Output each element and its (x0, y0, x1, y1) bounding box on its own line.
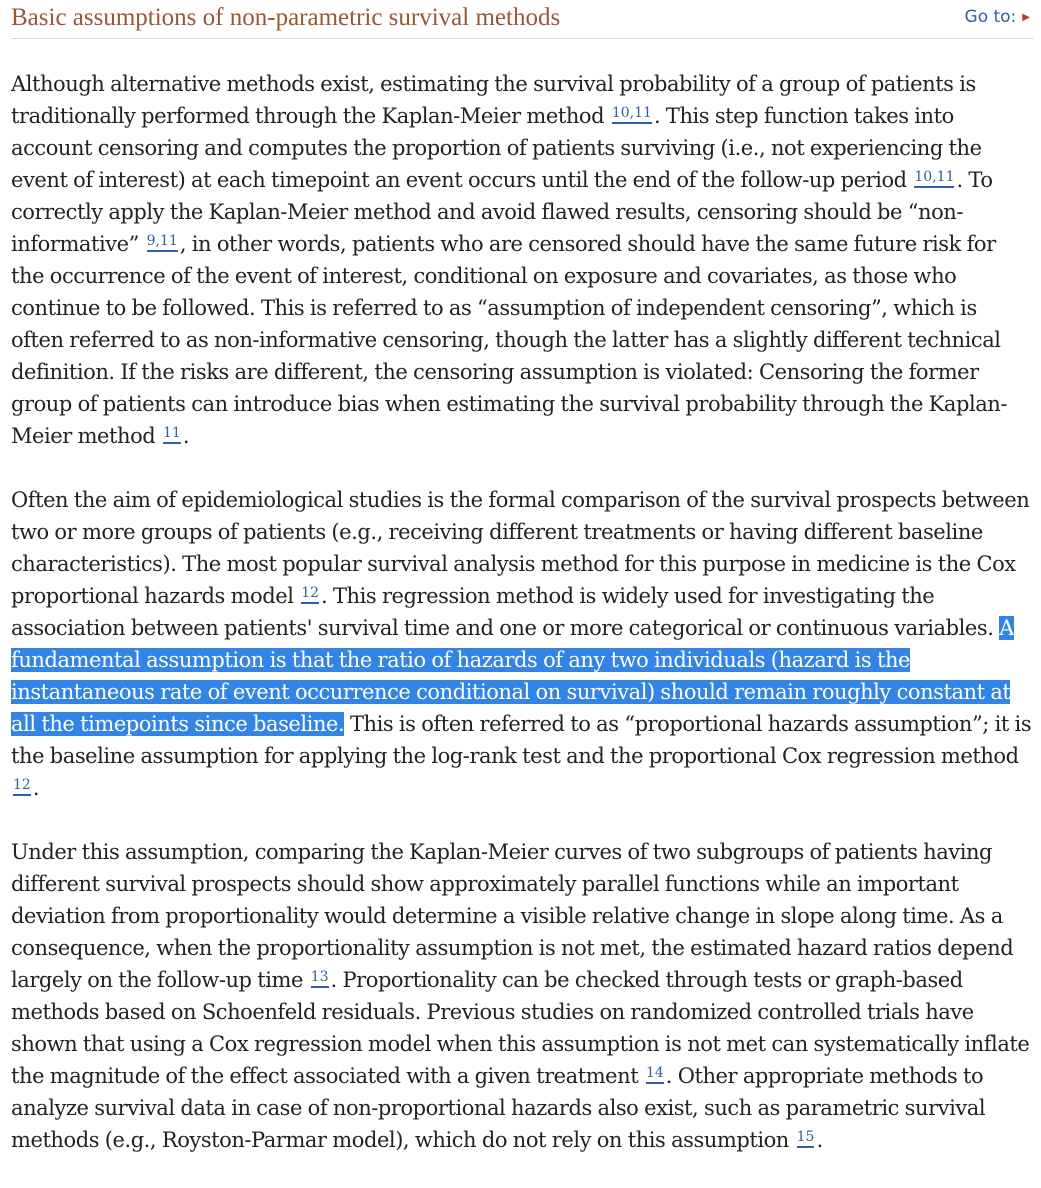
body-text: . (32, 776, 40, 800)
citation-link[interactable]: 10,11 (612, 105, 652, 124)
section-header (11, 0, 1034, 39)
body-text: This is often referred to as “proportional hazards assumption”; it is the baseline assumption for applying the log-rank test and the proportional Cox regression method (11, 712, 1032, 768)
citation-link[interactable]: 11 (163, 425, 181, 444)
citation-link[interactable]: 14 (646, 1065, 664, 1084)
paragraph (11, 68, 1034, 452)
paragraph (11, 836, 1034, 1156)
article-body (11, 68, 1034, 1188)
body-text: Often the aim of epidemiological studies is the formal comparison of the survival prospects between two or more groups of patients (e.g., receiving different treatments or having different baseline characteristics). The most popular survival analysis method for this purpose in medicine is the Cox proportional hazards model (11, 488, 1030, 608)
citation-link[interactable]: 12 (13, 777, 31, 796)
citation-link[interactable]: 12 (301, 585, 319, 604)
body-text: , in other words, patients who are censored should have the same future risk for the occurrence of the event of interest, conditional on exposure and covariates, as those who continue to be followed. This is referred to as “assumption of independent censoring”, which is often referred to as non-informative censoring, though the latter has a slightly different technical definition. If the risks are different, the censoring assumption is violated: Censoring the former group of patients can introduce bias when estimating the survival probability through the Kaplan-Meier method (11, 232, 1008, 448)
citation-link[interactable]: 13 (311, 969, 329, 988)
section-title: Basic assumptions of non-parametric survival methods (11, 4, 561, 31)
go-to-menu[interactable] (965, 6, 1030, 29)
citation-link[interactable]: 10,11 (914, 169, 954, 188)
body-text: . (816, 1128, 823, 1152)
citation-link[interactable]: 15 (797, 1129, 815, 1148)
citation-link[interactable]: 9,11 (147, 233, 178, 252)
body-text: . Other appropriate methods to analyze survival data in case of non-proportional hazards also exist, such as parametric survival methods (e.g., Royston-Parmar model), which do not rely on this assumption (11, 1064, 986, 1152)
go-to-label: Go to: (964, 7, 1017, 27)
body-text: Although alternative methods exist, estimating the survival probability of a group of patients is traditionally performed through the Kaplan-Meier method (11, 72, 976, 128)
body-text: . This regression method is widely used for investigating the association between patients' survival time and one or more categorical or continuous variables. (11, 584, 1000, 640)
body-text: . (182, 424, 190, 448)
triangle-right-icon: ▶ (1022, 12, 1030, 23)
body-text: . This step function takes into account censoring and computes the proportion of patients surviving (i.e., not experiencing the event of interest) at each timepoint an event occurs until the end of the follow-up period (11, 104, 982, 192)
paragraph (11, 484, 1034, 804)
body-text: . To correctly apply the Kaplan-Meier method and avoid flawed results, censoring should be “non-informative” (11, 168, 993, 256)
body-text: Under this assumption, comparing the Kaplan-Meier curves of two subgroups of patients having different survival prospects should show approximately parallel functions while an important deviation from proportionality would determine a visible relative change in slope along time. As a consequence, when the proportionality assumption is not met, the estimated hazard ratios depend largely on the follow-up time (11, 840, 1014, 992)
selected-text: A fundamental assumption is that the ratio of hazards of any two individuals (hazard is the instantaneous rate of event occurrence conditional on survival) should remain roughly constant at all the timepoints since baseline. (11, 616, 1014, 736)
body-text: . Proportionality can be checked through tests or graph-based methods based on Schoenfeld residuals. Previous studies on randomized controlled trials have shown that using a Cox regression model when this assumption is not met can systematically inflate the magnitude of the effect associated with a given treatment (11, 968, 1030, 1088)
